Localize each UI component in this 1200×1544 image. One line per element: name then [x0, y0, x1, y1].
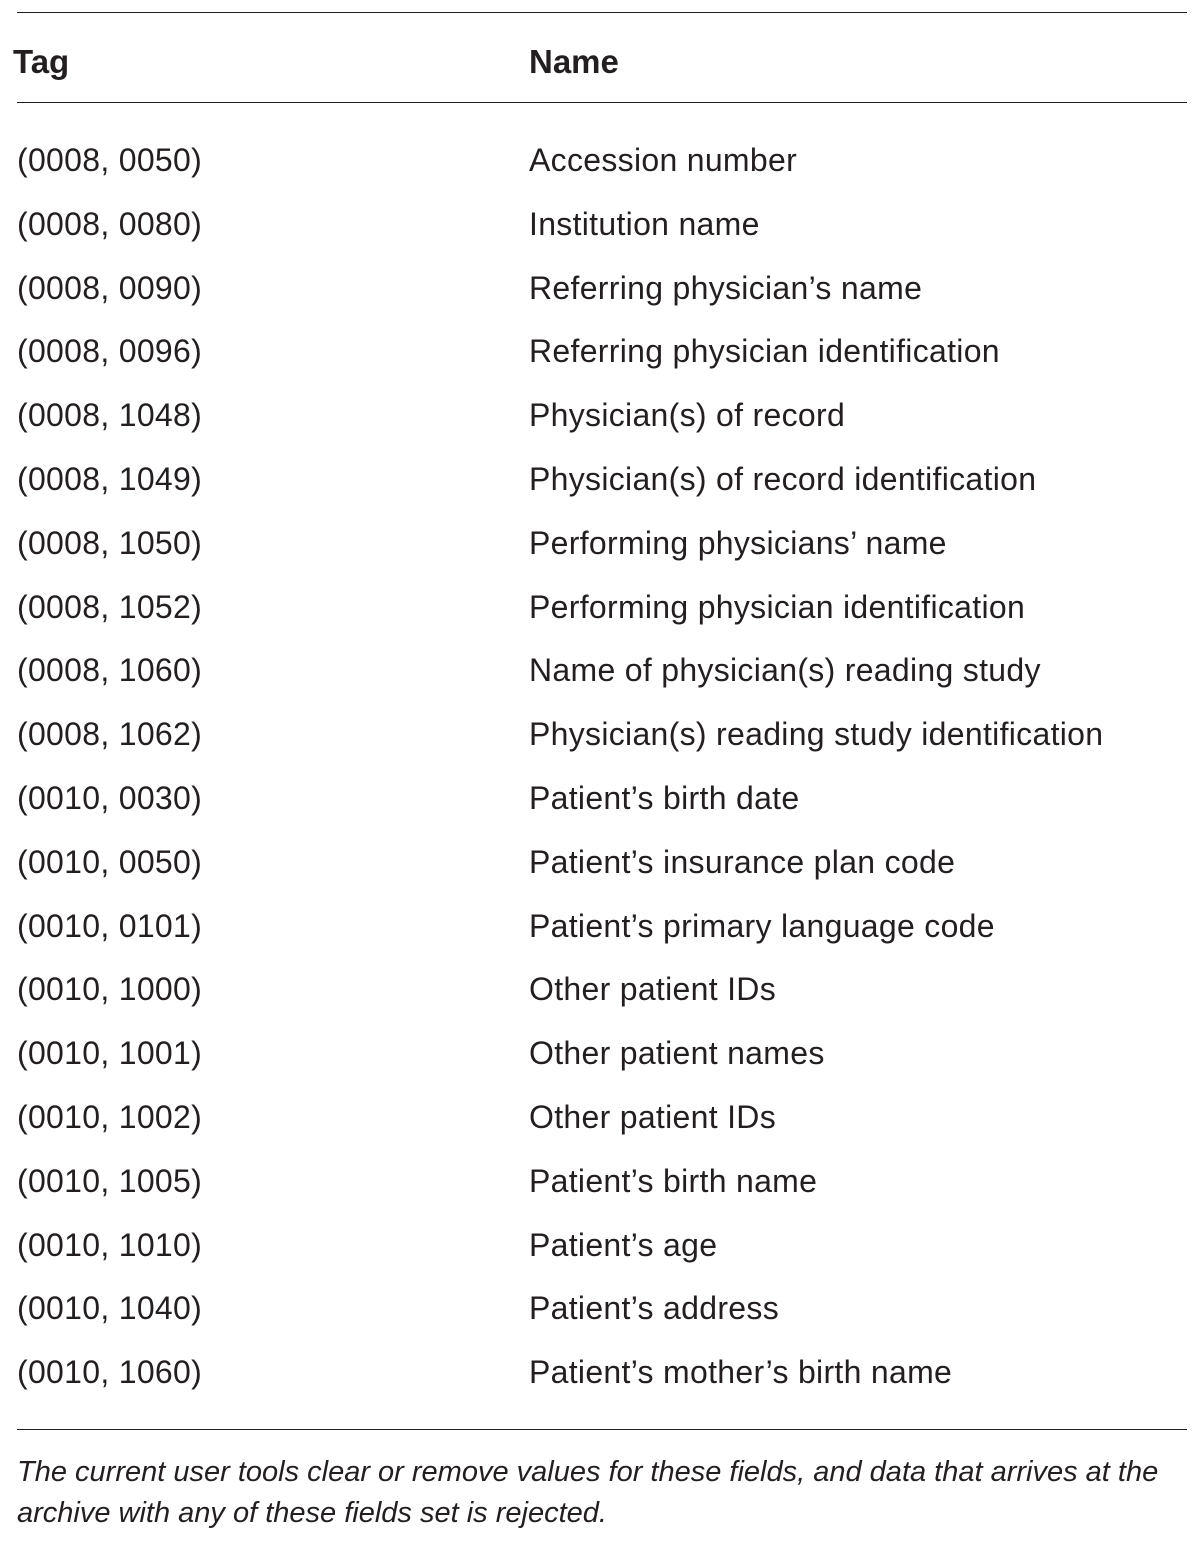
name-cell: Performing physician identification — [529, 588, 1026, 625]
table-header-rule — [17, 102, 1187, 103]
tag-cell: (0010, 0101) — [17, 907, 203, 944]
tag-cell: (0008, 1049) — [17, 460, 203, 497]
table-bottom-rule — [17, 1429, 1187, 1430]
name-cell: Other patient IDs — [529, 1098, 776, 1135]
tag-cell: (0008, 1048) — [17, 397, 203, 434]
name-cell: Patient’s address — [529, 1290, 779, 1327]
name-cell: Performing physicians’ name — [529, 524, 947, 561]
name-cell: Patient’s insurance plan code — [529, 843, 956, 880]
table-row — [0, 639, 1200, 703]
tag-cell: (0010, 1005) — [17, 1162, 203, 1199]
name-cell: Referring physician’s name — [529, 269, 923, 306]
name-cell: Patient’s birth name — [529, 1162, 818, 1199]
name-cell: Other patient names — [529, 1035, 825, 1072]
table-body — [0, 129, 1200, 1405]
name-cell: Name of physician(s) reading study — [529, 652, 1041, 689]
table-row — [0, 958, 1200, 1022]
tag-cell: (0010, 1000) — [17, 971, 203, 1008]
tag-cell: (0008, 1060) — [17, 652, 203, 689]
table-row — [0, 1150, 1200, 1214]
tag-cell: (0008, 0090) — [17, 269, 203, 306]
table-row — [0, 576, 1200, 640]
table-row — [0, 320, 1200, 384]
tag-cell: (0010, 1040) — [17, 1290, 203, 1327]
table-row — [0, 193, 1200, 257]
tag-cell: (0010, 1002) — [17, 1098, 203, 1135]
name-cell: Referring physician identification — [529, 333, 1000, 370]
table-row — [0, 767, 1200, 831]
table-row — [0, 257, 1200, 321]
tag-cell: (0008, 0080) — [17, 205, 203, 242]
name-cell: Physician(s) of record identification — [529, 460, 1037, 497]
name-cell: Other patient IDs — [529, 971, 776, 1008]
table-row — [0, 448, 1200, 512]
table-row — [0, 703, 1200, 767]
tag-cell: (0008, 0096) — [17, 333, 203, 370]
table-top-rule — [17, 12, 1187, 13]
table-row — [0, 1086, 1200, 1150]
column-header-tag: Tag — [13, 43, 70, 80]
table-header-row — [0, 40, 1200, 84]
name-cell: Patient’s age — [529, 1226, 718, 1263]
name-cell: Physician(s) reading study identification — [529, 716, 1104, 753]
table-row — [0, 512, 1200, 576]
table-row — [0, 129, 1200, 193]
tag-cell: (0010, 1010) — [17, 1226, 203, 1263]
tag-cell: (0010, 1001) — [17, 1035, 203, 1072]
table-row — [0, 831, 1200, 895]
table-row — [0, 384, 1200, 448]
tag-cell: (0010, 0050) — [17, 843, 203, 880]
tag-cell: (0010, 1060) — [17, 1354, 203, 1391]
table-footnote: The current user tools clear or remove values for these fields, and data that arrives at the archive with any of these fields set is rejected. — [17, 1456, 1159, 1529]
name-cell: Physician(s) of record — [529, 397, 846, 434]
name-cell: Patient’s mother’s birth name — [529, 1354, 953, 1391]
name-cell: Institution name — [529, 205, 760, 242]
table-row — [0, 895, 1200, 959]
name-cell: Accession number — [529, 142, 798, 178]
table-row — [0, 1022, 1200, 1086]
name-cell: Patient’s primary language code — [529, 907, 995, 944]
name-cell: Patient’s birth date — [529, 779, 800, 816]
tag-cell: (0010, 0030) — [17, 779, 203, 816]
tag-cell: (0008, 1062) — [17, 716, 203, 753]
table-row — [0, 1341, 1200, 1405]
table-row — [0, 1277, 1200, 1341]
tag-cell: (0008, 0050) — [17, 142, 203, 178]
table-row — [0, 1214, 1200, 1278]
tag-cell: (0008, 1052) — [17, 588, 203, 625]
tag-cell: (0008, 1050) — [17, 524, 203, 561]
column-header-name: Name — [529, 43, 619, 80]
